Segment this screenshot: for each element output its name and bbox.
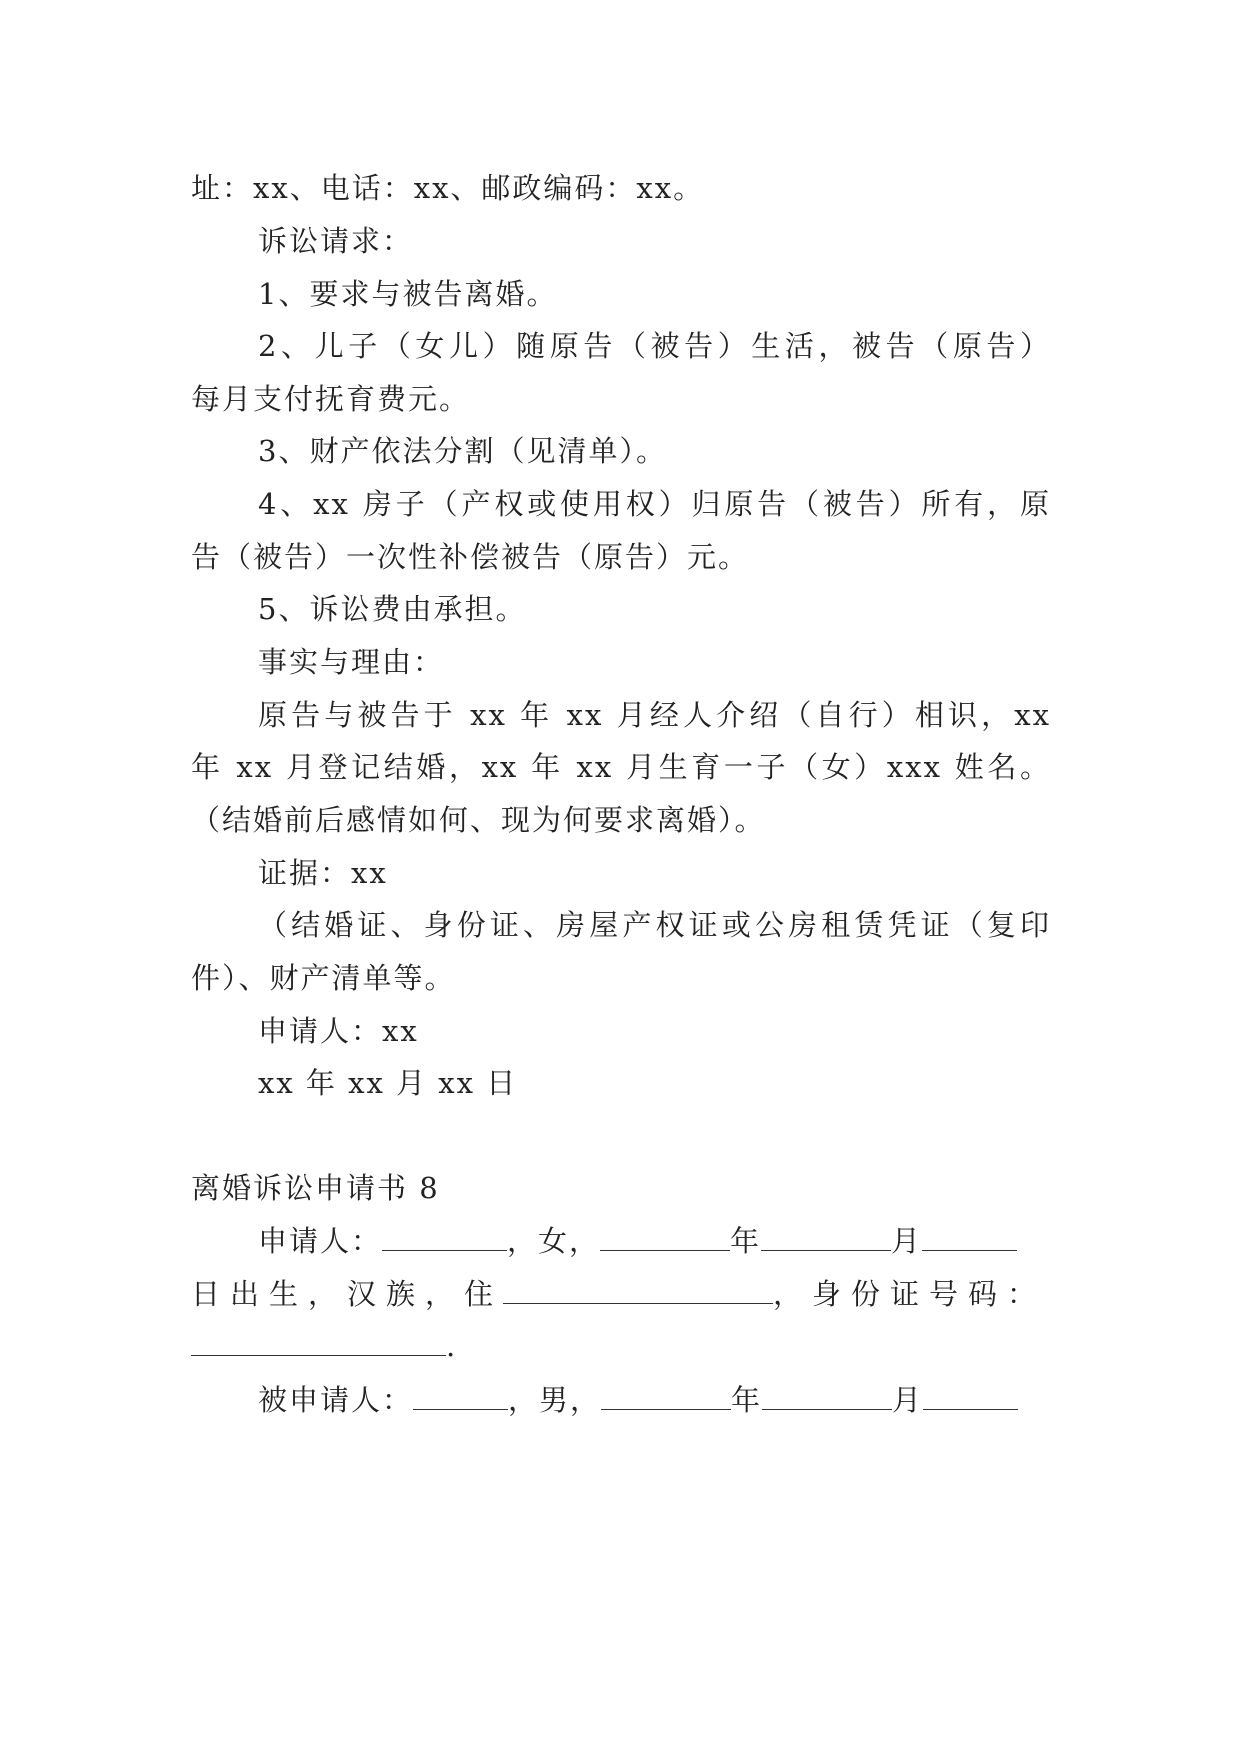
id-label: ，身份证号码：: [773, 1277, 1047, 1311]
gender-text: ，男，: [508, 1383, 602, 1417]
text-line: 证据：xx: [258, 856, 388, 890]
period-text: .: [446, 1329, 458, 1363]
name-blank: [382, 1222, 507, 1251]
year-text: 年: [731, 1383, 763, 1417]
gender-text: ，女，: [507, 1224, 601, 1258]
month-text: 月: [892, 1383, 924, 1417]
month-blank: [762, 1381, 892, 1410]
signature-line: 申请人：xx: [258, 1014, 419, 1048]
text-line: 4、xx 房子（产权或使用权）归原告（被告）所有，原: [258, 487, 1051, 521]
id-line: [191, 1326, 457, 1366]
year-blank: [600, 1222, 730, 1251]
text-line: 每月支付抚育费元。: [191, 382, 471, 416]
text-line: （结婚证、身份证、房屋产权证或公房租赁凭证（复印: [258, 908, 1051, 942]
applicant-label: 申请人：: [258, 1224, 383, 1258]
day-blank: [922, 1222, 1017, 1251]
text-line: 1、要求与被告离婚。: [258, 277, 558, 311]
text-line: 址：xx、电话：xx、邮政编码：xx。: [191, 171, 705, 205]
date-line: xx 年 xx 月 xx 日: [258, 1066, 518, 1100]
text-line: 原告与被告于 xx 年 xx 月经人介绍（自行）相识，xx: [258, 698, 1051, 732]
respondent-line: [258, 1380, 1051, 1420]
name-blank: [413, 1381, 508, 1410]
heading-claims: 诉讼请求：: [258, 224, 414, 258]
text-line: 2、儿子（女儿）随原告（被告）生活，被告（原告）: [258, 329, 1051, 363]
month-blank: [761, 1222, 891, 1251]
address-line: [191, 1274, 1046, 1314]
text-line: 件）、财产清单等。: [191, 961, 456, 995]
id-blank: [191, 1327, 446, 1356]
respondent-label: 被申请人：: [258, 1383, 414, 1417]
address-blank: [503, 1275, 773, 1304]
heading-facts: 事实与理由：: [258, 645, 445, 679]
section-title: 离婚诉讼申请书 8: [191, 1171, 440, 1205]
born-text: 日出生，汉族，住: [191, 1277, 504, 1311]
year-blank: [601, 1381, 731, 1410]
text-line: 年 xx 月登记结婚，xx 年 xx 月生育一子（女）xxx 姓名。: [191, 750, 1051, 784]
applicant-line: [258, 1221, 1051, 1261]
day-blank: [923, 1381, 1018, 1410]
month-text: 月: [891, 1224, 923, 1258]
text-line: 告（被告）一次性补偿被告（原告）元。: [191, 540, 750, 574]
text-line: 3、财产依法分割（见清单）。: [258, 434, 667, 468]
text-line: （结婚前后感情如何、现为何要求离婚）。: [191, 803, 766, 837]
year-text: 年: [730, 1224, 762, 1258]
text-line: 5、诉讼费由承担。: [258, 592, 527, 626]
